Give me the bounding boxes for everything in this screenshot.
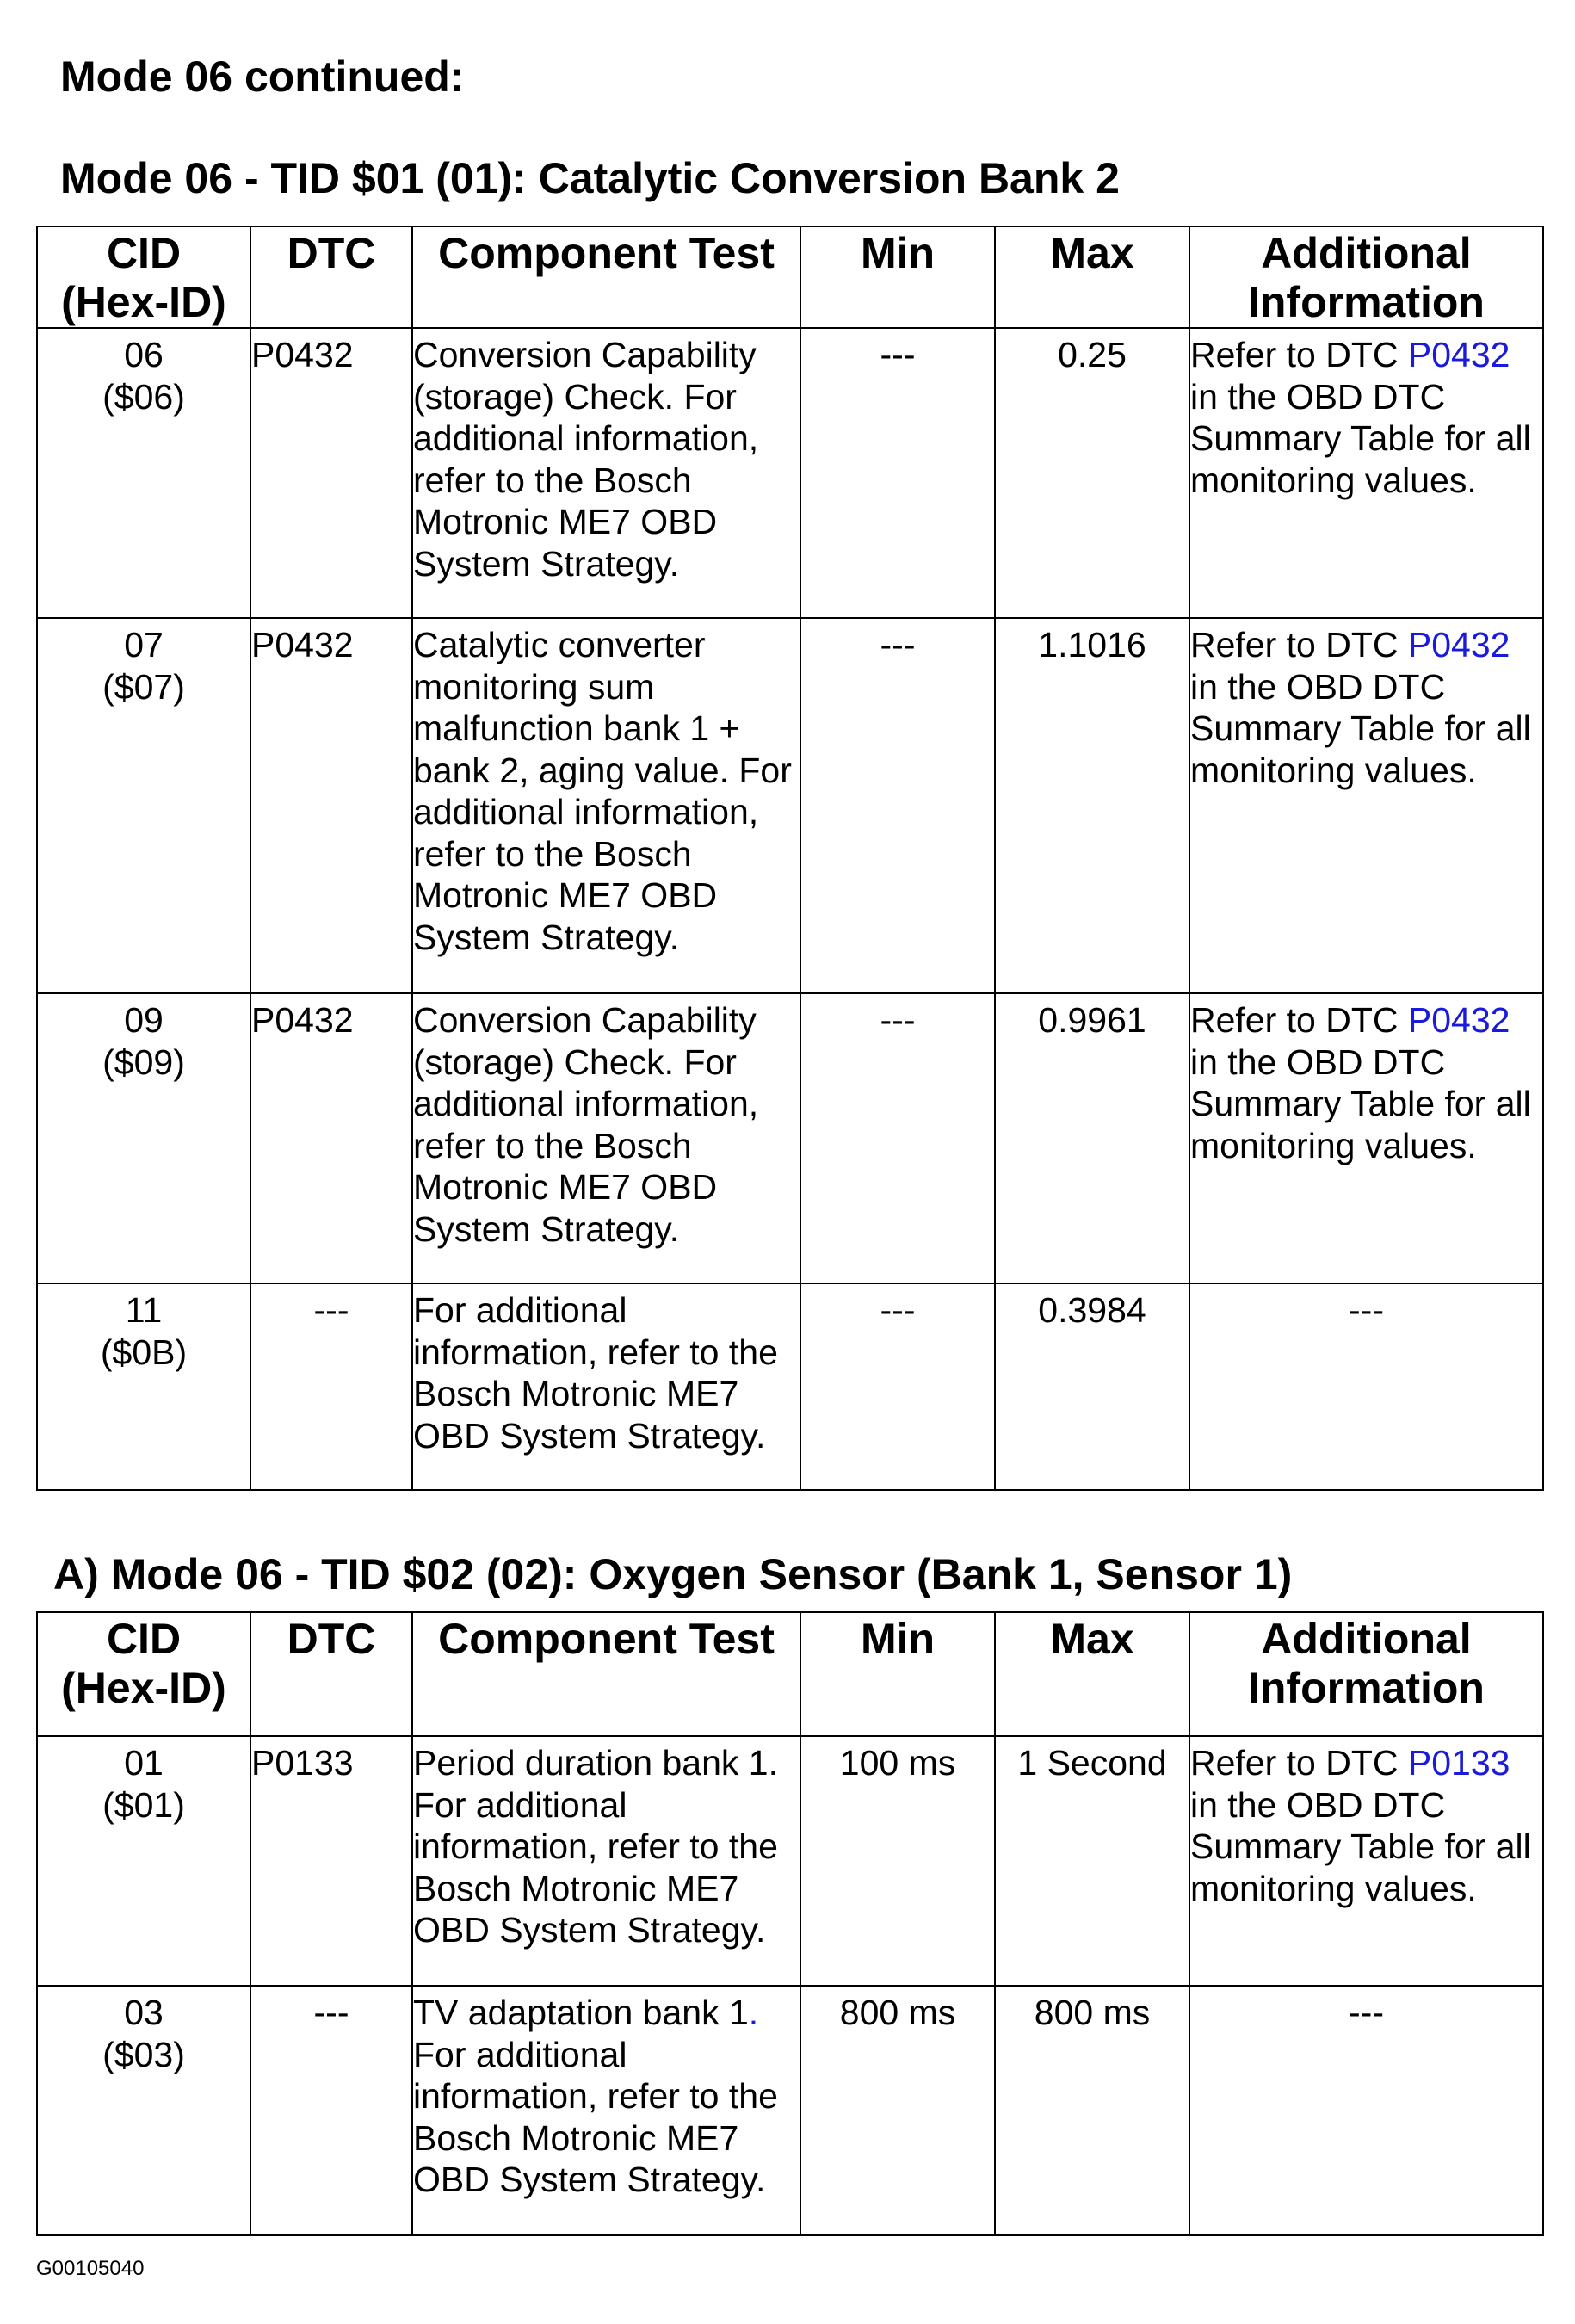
header-component-test: Component Test	[412, 226, 800, 328]
cell-dtc: P0133	[250, 1736, 412, 1986]
dtc-link[interactable]: P0432	[1407, 625, 1510, 664]
dtc-link[interactable]: P0133	[1407, 1743, 1510, 1783]
cell-max: 0.3984	[995, 1283, 1189, 1490]
cell-dtc: ---	[250, 1283, 412, 1490]
cid-hex: ($0B)	[100, 1332, 188, 1372]
cid-hex: ($09)	[102, 1041, 185, 1082]
cell-additional-info	[1189, 1736, 1543, 1986]
cell-cid	[37, 618, 250, 993]
header-cid-line1: CID	[106, 229, 182, 277]
header-info-line2: Information	[1248, 278, 1485, 326]
cell-additional-info	[1189, 328, 1543, 618]
header-max: Max	[995, 226, 1189, 328]
table-header-row	[37, 1612, 1543, 1736]
table-row	[37, 328, 1543, 618]
cell-dtc: P0432	[250, 328, 412, 618]
header-cid-line1: CID	[106, 1615, 182, 1663]
cell-min: 800 ms	[800, 1986, 995, 2235]
table-tid-01	[36, 226, 1544, 1491]
header-info-line2: Information	[1248, 1664, 1485, 1712]
header-dtc: DTC	[250, 1612, 412, 1736]
header-info-line1: Additional	[1261, 1615, 1472, 1663]
header-info-line1: Additional	[1261, 229, 1472, 277]
cell-dtc: P0432	[250, 993, 412, 1283]
header-additional-info	[1189, 226, 1543, 328]
cid-hex: ($01)	[102, 1784, 185, 1825]
cell-dtc: P0432	[250, 618, 412, 993]
table-row	[37, 1283, 1543, 1490]
dtc-link[interactable]: P0432	[1407, 1000, 1510, 1040]
header-cid-line2: (Hex-ID)	[61, 1664, 226, 1712]
dtc-link[interactable]: P0432	[1407, 335, 1510, 374]
cell-cid	[37, 1986, 250, 2235]
info-text: in the OBD DTC Summary Table for all monitoring values.	[1190, 1041, 1531, 1165]
info-text: Refer to DTC	[1190, 1743, 1399, 1783]
cell-additional-info	[1189, 993, 1543, 1283]
cell-component-test: Period duration bank 1. For additional information, refer to the Bosch Motronic ME7 OBD System Strategy.	[412, 1736, 800, 1986]
cell-cid	[37, 1283, 250, 1490]
cell-component-test: Catalytic converter monitoring sum malfunction bank 1 + bank 2, aging value. For additional information, refer to the Bosch Motronic ME7 OBD System Strategy.	[412, 618, 800, 993]
info-text: in the OBD DTC Summary Table for all monitoring values.	[1190, 376, 1531, 500]
cid-value: 01	[124, 1743, 164, 1783]
cid-value: 07	[124, 625, 164, 664]
cell-component-test	[412, 1986, 800, 2235]
cell-min: 100 ms	[800, 1736, 995, 1986]
table2-title: A) Mode 06 - TID $02 (02): Oxygen Sensor (Bank 1, Sensor 1)	[53, 1550, 1293, 1598]
test-text: For additional information, refer to the Bosch Motronic ME7 OBD System Strategy.	[413, 2034, 778, 2199]
table-tid-02	[36, 1611, 1544, 2236]
header-cid	[37, 1612, 250, 1736]
info-text: Refer to DTC	[1190, 625, 1399, 664]
cell-additional-info	[1189, 618, 1543, 993]
header-dtc: DTC	[250, 226, 412, 328]
cell-additional-info: ---	[1189, 1986, 1543, 2235]
page-heading-continued: Mode 06 continued:	[60, 53, 465, 101]
cell-min: ---	[800, 618, 995, 993]
cell-max: 0.25	[995, 328, 1189, 618]
cell-dtc: ---	[250, 1986, 412, 2235]
cell-max: 0.9961	[995, 993, 1189, 1283]
header-min: Min	[800, 1612, 995, 1736]
test-text: TV adaptation bank 1	[413, 1993, 749, 2032]
cell-max: 1 Second	[995, 1736, 1189, 1986]
header-max: Max	[995, 1612, 1189, 1736]
cell-cid	[37, 1736, 250, 1986]
cell-max: 800 ms	[995, 1986, 1189, 2235]
cid-value: 06	[124, 335, 164, 374]
table-row	[37, 1986, 1543, 2235]
cid-value: 11	[125, 1290, 163, 1330]
header-min: Min	[800, 226, 995, 328]
cid-hex: ($06)	[102, 376, 185, 417]
table-row	[37, 1736, 1543, 1986]
cell-additional-info: ---	[1189, 1283, 1543, 1490]
figure-id: G00105040	[36, 2257, 145, 2280]
info-text: Refer to DTC	[1190, 1000, 1399, 1040]
table1-title: Mode 06 - TID $01 (01): Catalytic Conversion Bank 2	[60, 154, 1120, 202]
cell-min: ---	[800, 1283, 995, 1490]
header-additional-info	[1189, 1612, 1543, 1736]
cell-component-test: For additional information, refer to the Bosch Motronic ME7 OBD System Strategy.	[412, 1283, 800, 1490]
table-header-row	[37, 226, 1543, 328]
cell-component-test: Conversion Capability (storage) Check. For additional information, refer to the Bosch Motronic ME7 OBD System Strategy.	[412, 993, 800, 1283]
info-text: in the OBD DTC Summary Table for all monitoring values.	[1190, 666, 1531, 790]
table-row	[37, 993, 1543, 1283]
header-cid	[37, 226, 250, 328]
header-cid-line2: (Hex-ID)	[61, 278, 226, 326]
cid-value: 03	[124, 1993, 164, 2032]
info-text: in the OBD DTC Summary Table for all monitoring values.	[1190, 1784, 1531, 1908]
table-row	[37, 618, 1543, 993]
cell-min: ---	[800, 328, 995, 618]
info-text: Refer to DTC	[1190, 335, 1399, 374]
cid-hex: ($07)	[102, 666, 185, 707]
cell-min: ---	[800, 993, 995, 1283]
cid-hex: ($03)	[102, 2034, 185, 2074]
cell-component-test: Conversion Capability (storage) Check. For additional information, refer to the Bosch Motronic ME7 OBD System Strategy.	[412, 328, 800, 618]
cell-cid	[37, 328, 250, 618]
cid-value: 09	[124, 1000, 164, 1040]
cell-max: 1.1016	[995, 618, 1189, 993]
header-component-test: Component Test	[412, 1612, 800, 1736]
test-dot: .	[748, 1993, 759, 2032]
cell-cid	[37, 993, 250, 1283]
